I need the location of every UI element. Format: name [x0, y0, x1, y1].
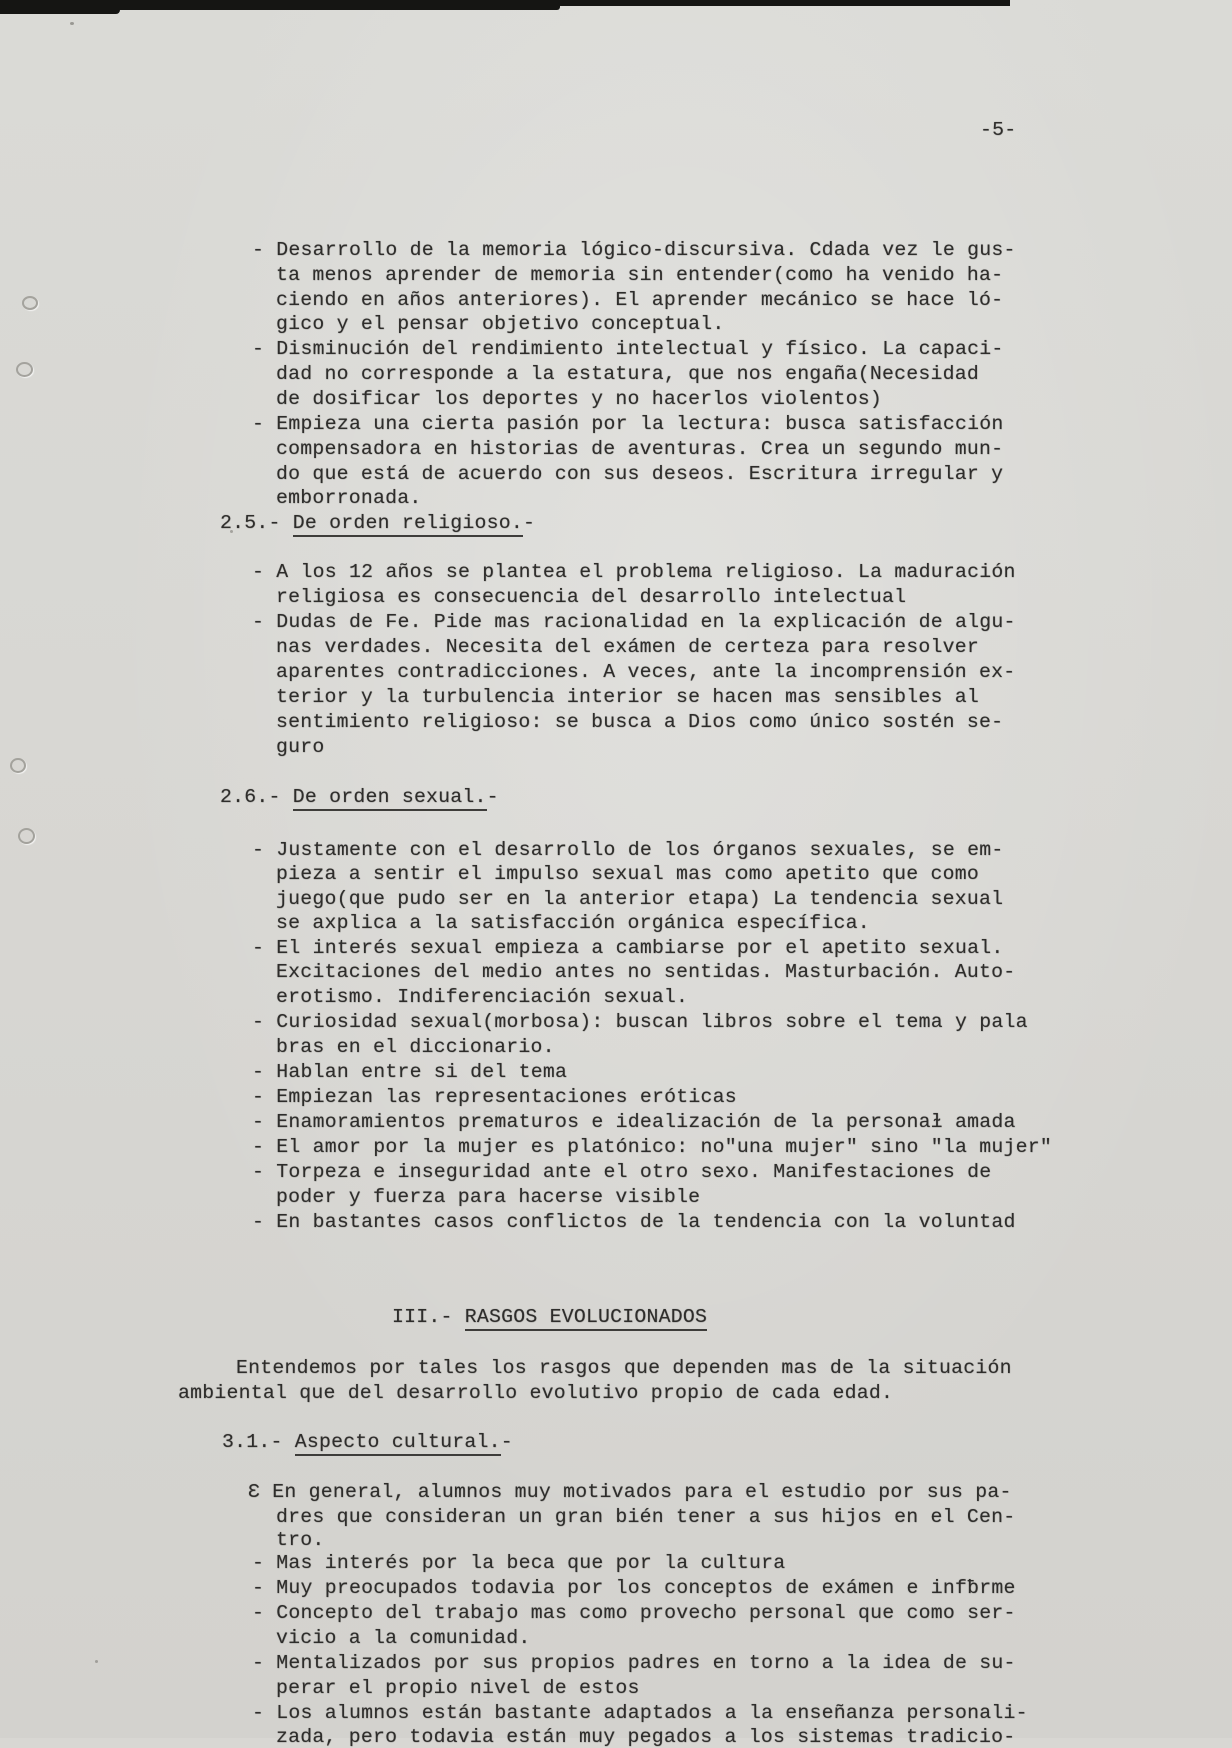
text-line	[276, 464, 1003, 484]
punch-hole-mark	[16, 362, 33, 377]
paper-speck	[95, 1660, 98, 1663]
text-segment: nas verdades. Necesita del exámen de certeza para resolver	[276, 636, 979, 658]
text-segment: guro	[276, 736, 325, 758]
text-segment: ambiental que del desarrollo evolutivo propio de cada edad.	[178, 1382, 894, 1404]
text-segment: Entendemos por tales los rasgos que dependen mas de la situación	[236, 1357, 1012, 1379]
page-number: -5-	[980, 119, 1017, 141]
text-segment: aparentes contradicciones. A veces, ante la incomprensión ex-	[276, 661, 1016, 683]
text-segment: -	[523, 512, 536, 534]
punch-hole-mark	[22, 296, 38, 310]
text-line	[276, 488, 421, 508]
text-segment: - Empiezan las representaciones eróticas	[252, 1086, 737, 1108]
text-line	[252, 1212, 1016, 1232]
text-line	[252, 240, 1016, 260]
text-line	[252, 1703, 1028, 1723]
text-line	[276, 962, 1015, 982]
text-segment: - Muy preocupados todavia por los conceptos de exámen e infƀrme	[252, 1577, 1016, 1599]
text-line	[276, 587, 906, 607]
text-line	[276, 314, 724, 334]
text-segment: 2.5.-	[220, 512, 293, 534]
text-line	[236, 1358, 1012, 1378]
text-segment: - Enamoramientos prematuros e idealización de la personaɫ amada	[252, 1111, 1016, 1133]
text-line	[276, 913, 870, 933]
text-segment: emborronada.	[276, 487, 422, 509]
text-segment: se axplica a la satisfacción orgánica específica.	[276, 912, 870, 934]
text-segment: terior y la turbulencia interior se hacen mas sensibles al	[276, 686, 979, 708]
text-line	[276, 712, 1003, 732]
text-segment: - Hablan entre si del tema	[252, 1061, 568, 1083]
text-segment: 3.1.-	[222, 1431, 295, 1453]
text-line	[252, 1653, 1016, 1673]
text-segment: ciendo en años anteriores). El aprender mecánico se hace ló-	[276, 289, 1004, 311]
text-segment: Ɛ En general, alumnos muy motivados para el estudio por sus pa-	[248, 1481, 1012, 1503]
text-segment: - El interés sexual empieza a cambiarse por el apetito sexual.	[252, 937, 1004, 959]
text-segment: - Disminución del rendimiento intelectual y físico. La capaci-	[252, 338, 1004, 360]
text-segment: zada, pero todavia están muy pegados a los sistemas tradicio-	[276, 1726, 1016, 1748]
text-segment: tro.	[276, 1529, 325, 1551]
text-line	[276, 1187, 700, 1207]
text-segment: de dosificar los deportes y no hacerlos violentos)	[276, 388, 883, 410]
text-line	[178, 1383, 893, 1403]
text-line	[252, 1603, 1016, 1623]
text-segment: Excitaciones del medio antes no sentidas. Masturbación. Auto-	[276, 961, 1016, 983]
text-segment: III.-	[392, 1306, 465, 1328]
underlined-heading-text: De orden religioso.	[293, 512, 523, 537]
text-line	[276, 265, 1003, 285]
text-line	[276, 1507, 1015, 1527]
text-segment: juego(que pudo ser en la anterior etapa) La tendencia sexual	[276, 888, 1004, 910]
text-line	[252, 562, 1016, 582]
text-line	[252, 1087, 737, 1107]
text-segment: dad no corresponde a la estatura, que nos engaña(Necesidad	[276, 363, 979, 385]
text-segment: bras en el diccionario.	[276, 1036, 555, 1058]
text-line	[252, 612, 1016, 632]
text-line	[252, 414, 1003, 434]
text-line	[248, 1482, 1012, 1502]
punch-hole-mark	[18, 828, 35, 844]
text-segment: - Curiosidad sexual(morbosa): buscan libros sobre el tema y pala	[252, 1011, 1028, 1033]
text-line	[276, 1727, 1015, 1747]
text-segment: -	[486, 786, 499, 808]
text-line	[276, 737, 324, 757]
text-line	[276, 662, 1015, 682]
text-segment: - El amor por la mujer es platónico: no"una mujer" sino "la mujer"	[252, 1136, 1052, 1158]
text-line	[276, 889, 1003, 909]
text-segment: dres que consideran un gran bién tener a sus hijos en el Cen-	[276, 1506, 1016, 1528]
text-segment: -	[500, 1431, 513, 1453]
text-segment: sentimiento religioso: se busca a Dios como único sostén se-	[276, 711, 1004, 733]
punch-hole-mark	[10, 758, 26, 773]
paper-speck	[70, 22, 74, 25]
text-segment: - En bastantes casos conflictos de la tendencia con la voluntad	[252, 1211, 1016, 1233]
text-segment: do que está de acuerdo con sus deseos. Escritura irregular y	[276, 463, 1004, 485]
text-segment: perar el propio nivel de estos	[276, 1677, 640, 1699]
text-line	[252, 1553, 785, 1573]
text-segment: ta menos aprender de memoria sin entender(como ha venido ha-	[276, 264, 1004, 286]
underlined-heading-text: Aspecto cultural.	[295, 1431, 501, 1456]
underlined-heading-text: RASGOS EVOLUCIONADOS	[465, 1306, 707, 1331]
text-line	[276, 1037, 555, 1057]
text-line	[276, 687, 979, 707]
text-line	[222, 1432, 513, 1452]
text-segment: - Desarrollo de la memoria lógico-discursiva. Cdada vez le gus-	[252, 239, 1016, 261]
text-line	[252, 339, 1003, 359]
text-line	[392, 1307, 707, 1327]
text-line	[276, 1678, 640, 1698]
text-line	[276, 290, 1003, 310]
text-segment: - Mas interés por la beca que por la cultura	[252, 1552, 786, 1574]
underlined-heading-text: De orden sexual.	[293, 786, 487, 811]
text-segment: gico y el pensar objetivo conceptual.	[276, 313, 725, 335]
text-line	[276, 364, 979, 384]
text-line	[276, 637, 979, 657]
text-segment: - Mentalizados por sus propios padres en torno a la idea de su-	[252, 1652, 1016, 1674]
text-line	[276, 1628, 531, 1648]
text-segment: - Justamente con el desarrollo de los órganos sexuales, se em-	[252, 839, 1004, 861]
text-segment: compensadora en historias de aventuras. Crea un segundo mun-	[276, 438, 1004, 460]
text-line	[276, 439, 1003, 459]
text-line	[276, 389, 882, 409]
text-segment: erotismo. Indiferenciación sexual.	[276, 986, 689, 1008]
text-segment: 2.6.-	[220, 786, 293, 808]
text-segment: vicio a la comunidad.	[276, 1627, 531, 1649]
scan-edge-artifact	[0, 0, 120, 14]
text-line	[252, 1112, 1016, 1132]
text-segment: - Los alumnos están bastante adaptados a la enseñanza personali-	[252, 1702, 1028, 1724]
text-segment: - Dudas de Fe. Pide mas racionalidad en la explicación de algu-	[252, 611, 1016, 633]
text-line	[276, 864, 979, 884]
text-segment: - Torpeza e inseguridad ante el otro sexo. Manifestaciones de	[252, 1161, 992, 1183]
text-segment: - A los 12 años se plantea el problema religioso. La maduración	[252, 561, 1016, 583]
text-segment: poder y fuerza para hacerse visible	[276, 1186, 701, 1208]
text-line	[220, 787, 499, 807]
text-segment: - Empieza una cierta pasión por la lectura: busca satisfacción	[252, 413, 1004, 435]
text-line	[252, 1578, 1016, 1598]
text-segment: pieza a sentir el impulso sexual mas como apetito que como	[276, 863, 979, 885]
text-segment: religiosa es consecuencia del desarrollo intelectual	[276, 586, 907, 608]
text-line	[252, 1062, 567, 1082]
text-line	[220, 513, 535, 533]
text-line	[252, 1012, 1028, 1032]
text-line	[252, 1162, 991, 1182]
text-line	[276, 1530, 324, 1550]
text-line	[252, 938, 1003, 958]
text-line	[252, 1137, 1052, 1157]
text-line	[252, 840, 1003, 860]
text-line	[276, 987, 688, 1007]
text-segment: - Concepto del trabajo mas como provecho personal que como ser-	[252, 1602, 1016, 1624]
